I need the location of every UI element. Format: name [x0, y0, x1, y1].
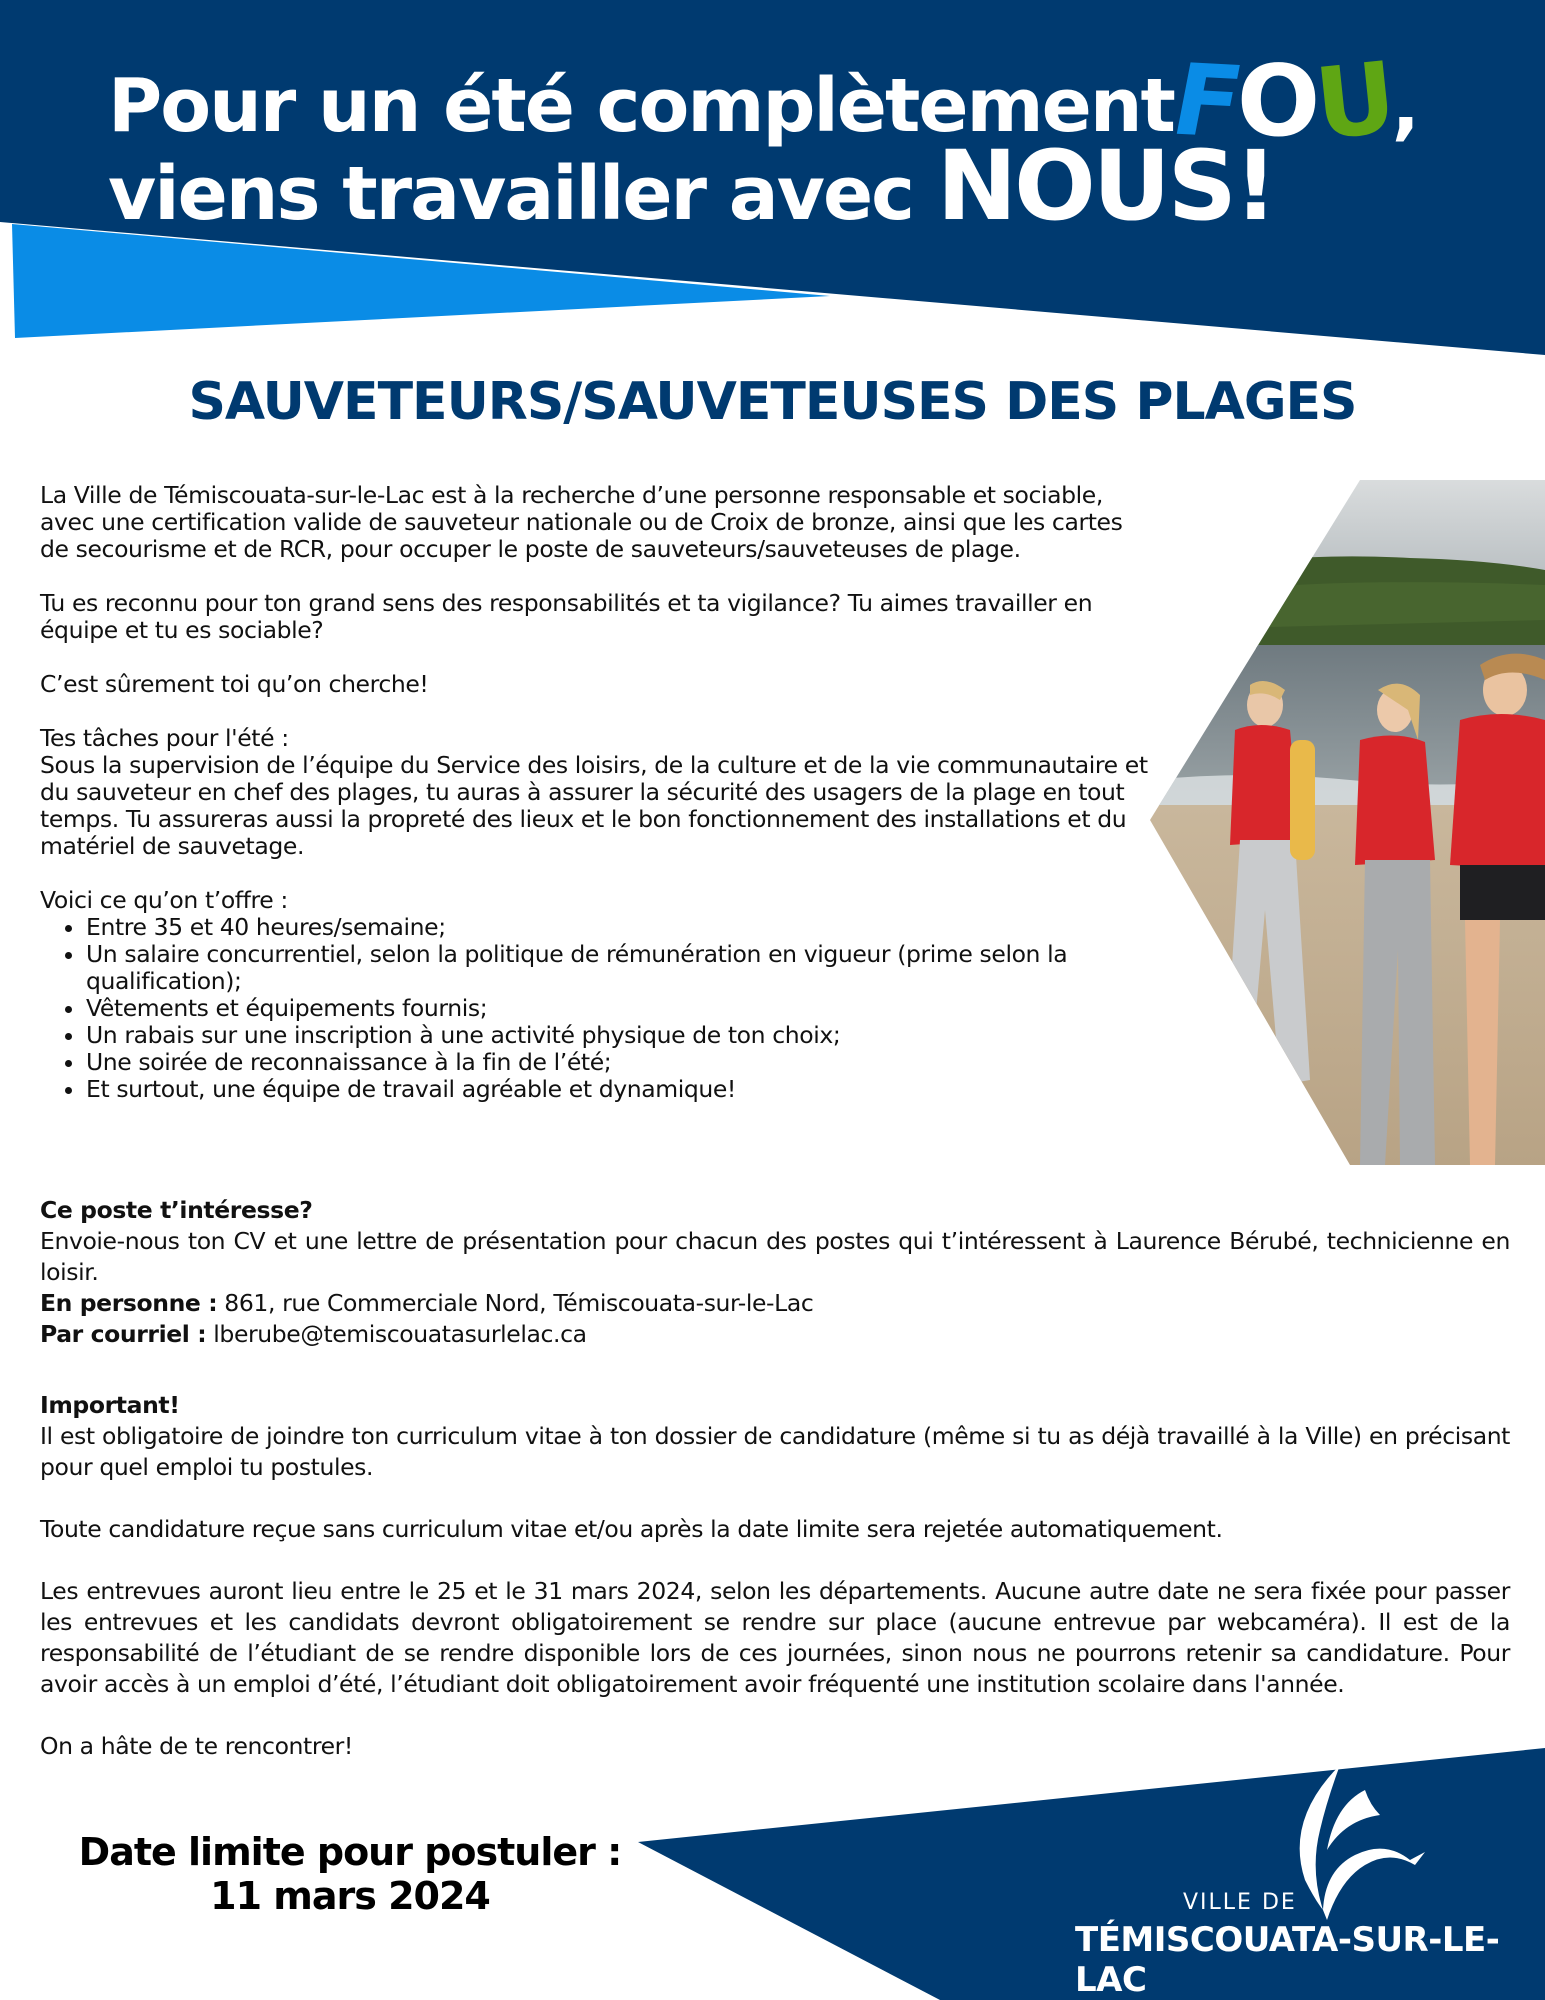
offer-item: • Un salaire concurrentiel, selon la politique de rémunération en vigueur (prime selon la qualification); — [86, 941, 1150, 995]
fou-word — [1163, 41, 1398, 163]
offer-item: • Un rabais sur une inscription à une activité physique de ton choix; — [86, 1022, 1150, 1049]
hero-line-2 — [108, 130, 1458, 242]
offer-list — [40, 914, 1150, 1103]
apply-text: Envoie-nous ton CV et une lettre de présentation pour chacun des postes qui t’intéressent à Laurence Bérubé, technicienne en loisir. — [40, 1227, 1510, 1286]
important-paragraph-3: Les entrevues auront lieu entre le 25 et le 31 mars 2024, selon les départements. Aucune autre date ne sera fixée pour passer les entrevues et les candidats devront obligatoirement se rendre sur place (aucune entrevue par webcaméra). Il est de la responsabilité de l’étudiant de se rendre disponible lors de ces journées, sinon nous ne pourrons retenir sa candidature. Pour avoir accès à un emploi d’été, l’étudiant doit obligatoirement avoir fréquenté une institution scolaire dans l'année. — [40, 1577, 1510, 1698]
email-label: Par courriel : — [40, 1320, 207, 1348]
intro-paragraph-2: Tu es reconnu pour ton grand sens des responsabilités et ta vigilance? Tu aimes travailler en équipe et tu es sociable? — [40, 589, 1093, 644]
in-person-address: 861, rue Commerciale Nord, Témiscouata-sur-le-Lac — [217, 1289, 814, 1317]
offer-item: • Et surtout, une équipe de travail agréable et dynamique! — [86, 1076, 1150, 1103]
main-column — [40, 482, 1150, 1130]
hero-line-1 — [108, 41, 1458, 163]
fou-letter-o: O — [1236, 45, 1317, 159]
offer-item: • Vêtements et équipements fournis; — [86, 995, 1150, 1022]
fou-letter-f: F — [1163, 43, 1248, 161]
tasks-heading: Tes tâches pour l'été : — [40, 724, 289, 752]
job-title: SAUVETEURS/SAUVETEUSES DES PLAGES — [188, 372, 1357, 432]
hero-nous: NOUS! — [936, 130, 1275, 242]
email-link[interactable]: lberube@temiscouatasurlelac.ca — [206, 1320, 587, 1348]
important-paragraph-1: Il est obligatoire de joindre ton curriculum vitae à ton dossier de candidature (même si tu as déjà travaillé à la Ville) en précisant pour quel emploi tu postules. — [40, 1422, 1510, 1481]
in-person-row — [40, 1288, 1510, 1319]
closing-line: On a hâte de te rencontrer! — [40, 1732, 353, 1760]
apply-heading: Ce poste t’intéresse? — [40, 1196, 313, 1224]
offer-item: • Entre 35 et 40 heures/semaine; — [86, 914, 1150, 941]
intro-paragraph-3: C’est sûrement toi qu’on cherche! — [40, 670, 429, 698]
fou-letter-u: U — [1310, 41, 1398, 163]
tasks-section — [40, 725, 1150, 860]
email-row — [40, 1319, 1510, 1350]
logo-ville-de: VILLE DE — [1183, 1890, 1297, 1915]
important-section — [40, 1390, 1510, 1762]
deadline-block — [70, 1830, 630, 1918]
important-paragraph-2: Toute candidature reçue sans curriculum vitae et/ou après la date limite sera rejetée automatiquement. — [40, 1515, 1223, 1543]
intro-paragraph-1: La Ville de Témiscouata-sur-le-Lac est à la recherche d’une personne responsable et sociable, avec une certification valide de sauveteur nationale ou de Croix de bronze, ainsi que les cartes de secourisme et de RCR, pour occuper le poste de sauveteurs/sauveteuses de plage. — [40, 481, 1123, 563]
deadline-label: Date limite pour postuler : — [78, 1830, 622, 1874]
offer-item: • Une soirée de reconnaissance à la fin de l’été; — [86, 1049, 1150, 1076]
hero-line-2-text: viens travailler avec — [108, 151, 914, 237]
offer-heading: Voici ce qu’on t’offre : — [40, 886, 288, 914]
important-heading: Important! — [40, 1391, 180, 1419]
in-person-label: En personne : — [40, 1289, 218, 1317]
hero-line-1-text: Pour un été complètement — [108, 63, 1174, 149]
hero-headline — [108, 41, 1458, 242]
hero-comma: , — [1391, 63, 1418, 149]
tasks-text: Sous la supervision de l’équipe du Service des loisirs, de la culture et de la vie communautaire et du sauveteur en chef des plages, tu auras à assurer la sécurité des usagers de la plage en tout temps. Tu assureras aussi la propreté des lieux et le bon fonctionnement des installations et du matériel de sauvetage. — [40, 751, 1148, 860]
apply-section — [40, 1195, 1510, 1350]
logo-city-name: TÉMISCOUATA-SUR-LE-LAC — [1075, 1920, 1500, 2000]
deadline-date: 11 mars 2024 — [210, 1874, 490, 1918]
lifeguards-photo — [1150, 480, 1545, 1165]
